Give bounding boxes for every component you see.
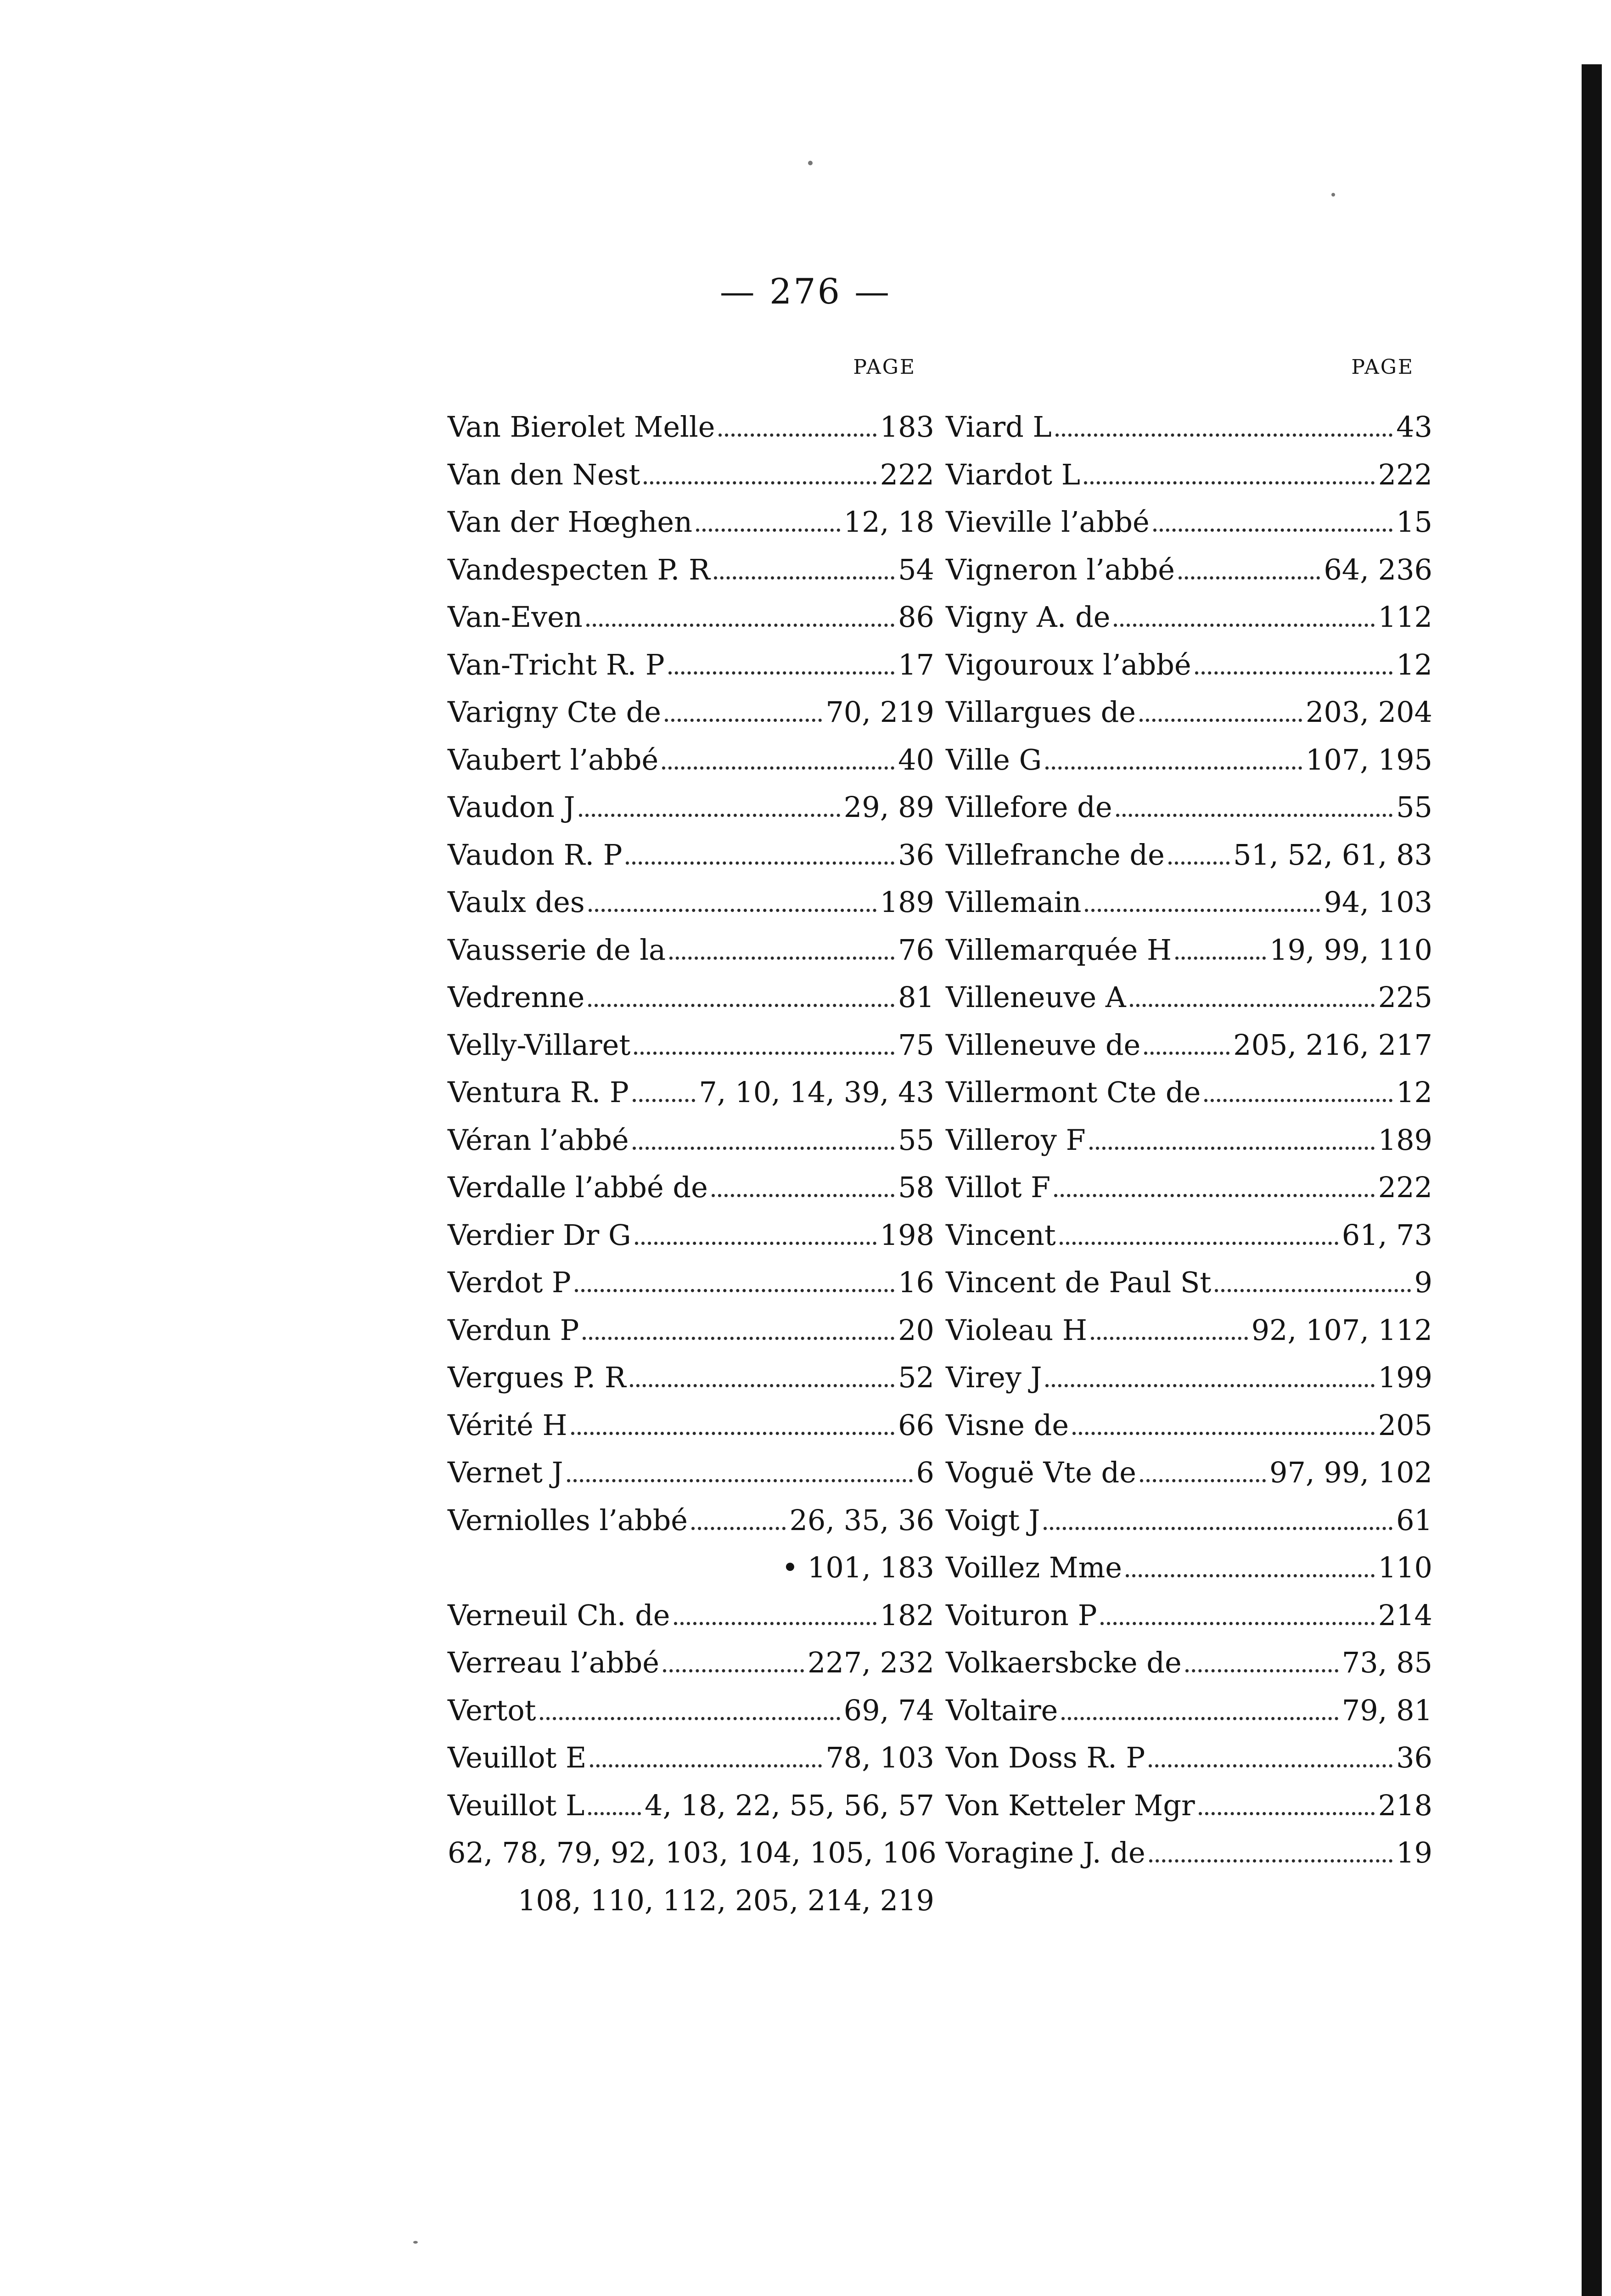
entry-pages: 54	[898, 552, 934, 586]
entry-pages: 214	[1378, 1598, 1432, 1632]
dot-leader	[575, 1289, 894, 1292]
entry-pages: • 101, 183	[781, 1551, 934, 1584]
index-entry	[448, 641, 934, 689]
entry-name: Villeneuve de	[946, 1028, 1141, 1062]
dot-leader	[714, 576, 894, 580]
entry-pages: 189	[1378, 1123, 1432, 1157]
index-entry	[448, 498, 934, 546]
entry-pages: 110	[1378, 1551, 1432, 1584]
dot-leader	[1195, 671, 1392, 675]
dot-leader	[1072, 1432, 1375, 1435]
entry-pages: 40	[898, 743, 934, 777]
dot-leader	[1168, 861, 1229, 865]
dot-leader	[1084, 481, 1375, 484]
index-entry	[448, 451, 934, 499]
dot-leader	[665, 719, 822, 722]
entry-pages: 76	[898, 933, 934, 967]
index-entry	[448, 546, 934, 594]
entry-name: Vaudon J	[448, 790, 575, 824]
entry-pages: 199	[1378, 1361, 1432, 1394]
entry-name: Vincent	[946, 1218, 1056, 1252]
dot-leader	[696, 529, 840, 532]
entry-pages: 20	[898, 1313, 934, 1347]
entry-name: Voguë Vte de	[946, 1456, 1136, 1489]
dot-leader	[1144, 1052, 1229, 1055]
entry-name: Voituron P	[946, 1598, 1097, 1632]
entry-name: Vausserie de la	[448, 933, 666, 967]
index-entry	[448, 1401, 934, 1449]
index-entry	[448, 878, 934, 926]
dot-leader	[1126, 1574, 1375, 1577]
dot-leader	[571, 1432, 894, 1435]
entry-pages: 108, 110, 112, 205, 214, 219	[517, 1883, 934, 1917]
entry-name: Verdot P	[448, 1266, 571, 1299]
entry-name: Ville G	[946, 743, 1042, 777]
index-entry	[946, 1069, 1432, 1116]
dot-leader	[1199, 1812, 1375, 1815]
dot-leader	[588, 1812, 641, 1815]
index-entry	[946, 1449, 1432, 1497]
entry-name: Vaudon R. P	[448, 838, 623, 872]
dot-leader	[718, 433, 876, 437]
index-entry	[946, 1592, 1432, 1639]
entry-name: Vigouroux l’abbé	[946, 647, 1191, 681]
index-entry	[448, 1116, 934, 1164]
entry-pages: 61	[1396, 1503, 1432, 1537]
entry-pages: 16	[898, 1266, 934, 1299]
index-entry	[946, 783, 1432, 831]
dot-leader	[633, 1099, 696, 1102]
index-entry	[946, 1211, 1432, 1259]
entry-pages: 12	[1396, 647, 1432, 681]
entry-pages: 222	[880, 457, 934, 491]
entry-pages: 66	[898, 1408, 934, 1442]
index-entry	[448, 831, 934, 879]
entry-name: Van der Hœghen	[448, 505, 693, 539]
entry-list	[946, 403, 1432, 1877]
entry-name: Volkaersbcke de	[946, 1646, 1182, 1679]
entry-name: Von Doss R. P	[946, 1741, 1145, 1774]
index-entry	[946, 974, 1432, 1021]
dot-leader	[691, 1527, 786, 1530]
dot-leader	[1061, 1717, 1338, 1720]
dot-leader	[1045, 766, 1302, 770]
dot-leader	[588, 1004, 894, 1007]
index-entry	[448, 1211, 934, 1259]
entry-name: Van-Tricht R. P	[448, 647, 665, 681]
entry-pages: 64, 236	[1324, 552, 1432, 586]
dot-leader	[1091, 1337, 1248, 1340]
entry-pages: 70, 219	[825, 695, 934, 729]
index-entry	[946, 1354, 1432, 1401]
index-column-right	[946, 354, 1432, 1877]
entry-pages: 58	[898, 1171, 934, 1204]
dot-leader	[633, 1147, 895, 1150]
index-entry-continuation	[448, 1544, 934, 1592]
dot-leader	[1153, 529, 1392, 532]
index-entry	[946, 1401, 1432, 1449]
entry-name: Vergues P. R	[448, 1361, 626, 1394]
index-entry	[448, 926, 934, 974]
index-entry	[946, 1734, 1432, 1782]
dot-leader	[662, 766, 894, 770]
entry-pages: 26, 35, 36	[789, 1503, 934, 1537]
dot-leader	[1085, 909, 1320, 912]
entry-pages: 61, 73	[1342, 1218, 1432, 1252]
entry-name: Villeneuve A	[946, 980, 1126, 1014]
entry-name: Villefore de	[946, 790, 1112, 824]
dot-leader	[1204, 1099, 1392, 1102]
entry-pages: 203, 204	[1305, 695, 1432, 729]
index-entry	[946, 1497, 1432, 1544]
dot-leader	[1149, 1764, 1392, 1767]
entry-pages: 86	[898, 600, 934, 634]
entry-name: Velly-Villaret	[448, 1028, 631, 1062]
entry-pages: 81	[898, 980, 934, 1014]
dot-leader	[1054, 1194, 1375, 1197]
entry-pages: 52	[898, 1361, 934, 1394]
index-entry	[946, 1829, 1432, 1877]
entry-pages: 225	[1378, 980, 1432, 1014]
index-entry	[946, 1021, 1432, 1069]
index-entry	[946, 1306, 1432, 1354]
entry-pages: 222	[1378, 457, 1432, 491]
paper-speck	[413, 2241, 418, 2244]
entry-name: Virey J	[946, 1361, 1042, 1394]
index-entry	[946, 688, 1432, 736]
index-entry	[946, 831, 1432, 879]
page-column-header: PAGE	[853, 355, 916, 379]
entry-name: Varigny Cte de	[448, 695, 661, 729]
index-entry	[448, 1021, 934, 1069]
entry-name: Violeau H	[946, 1313, 1088, 1347]
index-entry	[946, 1259, 1432, 1306]
index-entry	[448, 1449, 934, 1497]
entry-name: Vedrenne	[448, 980, 585, 1014]
index-entry	[946, 451, 1432, 499]
entry-name: Veuillot L	[448, 1788, 585, 1822]
index-entry	[448, 783, 934, 831]
index-entry	[448, 403, 934, 451]
page-column-header: PAGE	[1351, 355, 1414, 379]
dot-leader	[663, 1669, 804, 1672]
entry-pages: 17	[898, 647, 934, 681]
dot-leader	[1044, 1527, 1392, 1530]
index-entry	[448, 974, 934, 1021]
entry-name: Villot F	[946, 1171, 1051, 1204]
index-entry	[946, 593, 1432, 641]
dot-leader	[1149, 1859, 1392, 1863]
entry-pages: 183	[880, 410, 934, 444]
entry-pages: 55	[898, 1123, 934, 1157]
entry-pages: 182	[880, 1598, 934, 1632]
entry-name: Vigny A. de	[946, 600, 1111, 634]
entry-pages: 55	[1396, 790, 1432, 824]
entry-name: Van den Nest	[448, 457, 640, 491]
index-entry	[448, 736, 934, 784]
index-entry	[946, 641, 1432, 689]
dot-leader	[1045, 1384, 1374, 1387]
entry-pages: 78, 103	[825, 1741, 934, 1774]
entry-name: Véran l’abbé	[448, 1123, 629, 1157]
dot-leader	[540, 1717, 840, 1720]
index-entry	[946, 403, 1432, 451]
entry-pages: 222	[1378, 1171, 1432, 1204]
dot-leader	[1089, 1147, 1375, 1150]
entry-name: Vertot	[448, 1693, 536, 1727]
entry-pages: 19, 99, 110	[1269, 933, 1432, 967]
entry-pages: 107, 195	[1305, 743, 1432, 777]
entry-pages: 205, 216, 217	[1233, 1028, 1432, 1062]
dot-leader	[583, 1337, 894, 1340]
dot-leader	[626, 861, 894, 865]
entry-pages: 43	[1396, 410, 1432, 444]
dot-leader	[668, 671, 894, 675]
entry-pages: 69, 74	[843, 1693, 934, 1727]
entry-name: Voragine J. de	[946, 1836, 1145, 1869]
entry-pages: 7, 10, 14, 39, 43	[699, 1075, 934, 1109]
entry-name: Verdier Dr G	[448, 1218, 631, 1252]
entry-pages: 205	[1378, 1408, 1432, 1442]
entry-name: Vieville l’abbé	[946, 505, 1150, 539]
index-entry	[946, 1544, 1432, 1592]
entry-pages: 12	[1396, 1075, 1432, 1109]
entry-name: Veuillot E	[448, 1741, 587, 1774]
dot-leader	[669, 957, 894, 960]
dot-leader	[1140, 1479, 1266, 1482]
entry-pages: 29, 89	[843, 790, 934, 824]
entry-name: Villeroy F	[946, 1123, 1086, 1157]
entry-pages: 4, 18, 22, 55, 56, 57	[645, 1788, 934, 1822]
entry-pages: 218	[1378, 1788, 1432, 1822]
index-entry	[448, 1497, 934, 1544]
entry-name: Ventura R. P	[448, 1075, 629, 1109]
index-column-left	[448, 354, 937, 1924]
entry-pages: 12, 18	[843, 505, 934, 539]
index-entry	[448, 1164, 934, 1211]
index-entry	[946, 1782, 1432, 1829]
entry-name: Vincent de Paul St	[946, 1266, 1212, 1299]
index-entry-continuation	[448, 1829, 937, 1877]
dot-leader	[1179, 576, 1320, 580]
entry-name: Vaulx des	[448, 885, 585, 919]
index-entry	[946, 1116, 1432, 1164]
entry-pages: 75	[898, 1028, 934, 1062]
index-entry	[448, 1306, 934, 1354]
page-number: — 276 —	[719, 271, 892, 312]
index-entry	[946, 1639, 1432, 1687]
index-entry	[448, 1592, 934, 1639]
entry-list	[448, 403, 937, 1924]
index-entry	[448, 1259, 934, 1306]
dot-leader	[586, 624, 894, 627]
entry-name: Vigneron l’abbé	[946, 552, 1175, 586]
index-entry	[448, 593, 934, 641]
entry-name: Von Ketteler Mgr	[946, 1788, 1195, 1822]
index-entry	[448, 1354, 934, 1401]
entry-name: Villemarquée H	[946, 933, 1172, 967]
index-entry	[946, 736, 1432, 784]
dot-leader	[1175, 957, 1266, 960]
index-entry	[448, 1734, 934, 1782]
index-entry	[946, 498, 1432, 546]
entry-name: Vernet J	[448, 1456, 563, 1489]
index-entry-continuation	[448, 1877, 934, 1925]
entry-pages: 97, 99, 102	[1269, 1456, 1432, 1489]
entry-pages: 79, 81	[1342, 1693, 1432, 1727]
entry-pages: 62, 78, 79, 92, 103, 104, 105, 106	[448, 1836, 937, 1869]
entry-name: Viard L	[946, 410, 1052, 444]
entry-name: Van Bierolet Melle	[448, 410, 715, 444]
paper-speck	[1331, 193, 1335, 197]
entry-pages: 92, 107, 112	[1251, 1313, 1432, 1347]
entry-name: Viardot L	[946, 457, 1080, 491]
dot-leader	[1116, 814, 1393, 817]
dot-leader	[1114, 624, 1374, 627]
entry-pages: 9	[1414, 1266, 1432, 1299]
entry-pages: 19	[1396, 1836, 1432, 1869]
paper-speck	[808, 161, 813, 165]
entry-name: Verdun P	[448, 1313, 579, 1347]
dot-leader	[1185, 1669, 1338, 1672]
entry-name: Verdalle l’abbé de	[448, 1171, 708, 1204]
entry-pages: 73, 85	[1342, 1646, 1432, 1679]
entry-pages: 6	[916, 1456, 934, 1489]
entry-name: Villermont Cte de	[946, 1075, 1201, 1109]
dot-leader	[589, 909, 876, 912]
index-entry	[946, 546, 1432, 594]
dot-leader	[674, 1622, 876, 1625]
entry-name: Voigt J	[946, 1503, 1040, 1537]
entry-name: Voltaire	[946, 1693, 1058, 1727]
entry-name: Verneuil Ch. de	[448, 1598, 670, 1632]
dot-leader	[644, 481, 876, 484]
entry-name: Vérité H	[448, 1408, 567, 1442]
dot-leader	[712, 1194, 894, 1197]
dot-leader	[1139, 719, 1302, 722]
index-entry	[448, 1639, 934, 1687]
index-entry	[946, 878, 1432, 926]
dot-leader	[1130, 1004, 1375, 1007]
entry-pages: 189	[880, 885, 934, 919]
entry-pages: 36	[898, 838, 934, 872]
entry-name: Visne de	[946, 1408, 1069, 1442]
dot-leader	[579, 814, 840, 817]
entry-name: Villefranche de	[946, 838, 1165, 872]
dot-leader	[1100, 1622, 1374, 1625]
page-edge-rule	[1582, 64, 1602, 2296]
entry-pages: 112	[1378, 600, 1432, 634]
entry-name: Vaubert l’abbé	[448, 743, 659, 777]
entry-pages: 94, 103	[1324, 885, 1432, 919]
entry-pages: 51, 52, 61, 83	[1233, 838, 1432, 872]
entry-name: Villargues de	[946, 695, 1136, 729]
entry-name: Villemain	[946, 885, 1082, 919]
entry-pages: 227, 232	[807, 1646, 934, 1679]
dot-leader	[635, 1242, 876, 1245]
entry-name: Verniolles l’abbé	[448, 1503, 688, 1537]
entry-name: Verreau l’abbé	[448, 1646, 659, 1679]
dot-leader	[1060, 1242, 1338, 1245]
index-entry	[946, 1687, 1432, 1734]
index-entry	[448, 688, 934, 736]
entry-pages: 198	[880, 1218, 934, 1252]
dot-leader	[590, 1764, 822, 1767]
entry-name: Voillez Mme	[946, 1551, 1122, 1584]
index-entry	[448, 1687, 934, 1734]
index-entry	[448, 1069, 934, 1116]
entry-pages: 15	[1396, 505, 1432, 539]
dot-leader	[1215, 1289, 1410, 1292]
entry-name: Van-Even	[448, 600, 583, 634]
index-entry	[946, 1164, 1432, 1211]
index-entry	[448, 1782, 934, 1829]
dot-leader	[630, 1384, 895, 1387]
dot-leader	[567, 1479, 913, 1482]
entry-pages: 36	[1396, 1741, 1432, 1774]
index-entry	[946, 926, 1432, 974]
entry-name: Vandespecten P. R	[448, 552, 710, 586]
dot-leader	[1055, 433, 1392, 437]
dot-leader	[634, 1052, 894, 1055]
